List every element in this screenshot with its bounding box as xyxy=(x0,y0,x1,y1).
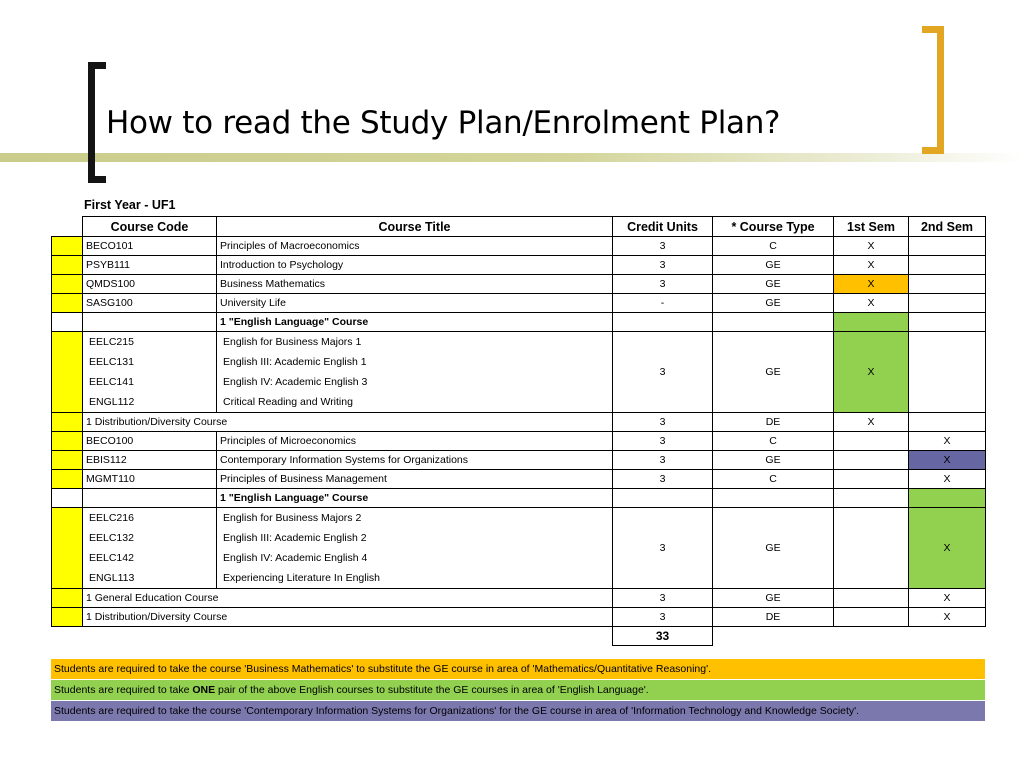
header-credit-units: Credit Units xyxy=(613,217,713,237)
sem1-mark xyxy=(834,451,909,470)
course-code xyxy=(83,489,217,508)
course-title: Experiencing Literature In English xyxy=(223,572,381,584)
course-title: Introduction to Psychology xyxy=(217,256,613,275)
course-title: English for Business Majors 2 xyxy=(223,512,362,524)
title-underline xyxy=(0,153,1024,162)
table-row xyxy=(52,470,986,489)
course-type: GE xyxy=(713,451,834,470)
sem2-mark xyxy=(909,489,986,508)
sem2-mark xyxy=(909,294,986,313)
sem2-mark xyxy=(909,313,986,332)
course-type xyxy=(713,313,834,332)
table-row xyxy=(52,294,986,313)
sem1-mark: X xyxy=(834,332,909,413)
course-code-group xyxy=(83,508,217,589)
english-note-text: Students are required to take xyxy=(54,684,193,696)
sem2-mark xyxy=(909,275,986,294)
table-row xyxy=(52,432,986,451)
table-row xyxy=(52,608,986,627)
course-type: C xyxy=(713,470,834,489)
course-code: 1 General Education Course xyxy=(83,589,613,608)
header-course-code: Course Code xyxy=(83,217,217,237)
course-title: Principles of Macroeconomics xyxy=(217,237,613,256)
course-title-group xyxy=(217,332,613,413)
course-group-heading: 1 "English Language" Course xyxy=(217,489,613,508)
english-note-emphasis: ONE xyxy=(192,684,216,696)
course-code: EELC142 xyxy=(89,552,134,564)
credit-units: 3 xyxy=(613,589,713,608)
sem2-mark: X xyxy=(909,432,986,451)
course-code: 1 Distribution/Diversity Course xyxy=(83,413,613,432)
course-title: English III: Academic English 1 xyxy=(223,356,367,368)
table-row xyxy=(52,237,986,256)
sem2-mark: X xyxy=(909,470,986,489)
course-type: GE xyxy=(713,589,834,608)
sem1-mark: X xyxy=(834,237,909,256)
row-marker xyxy=(52,294,83,313)
credit-units: 3 xyxy=(613,275,713,294)
course-title: English IV: Academic English 4 xyxy=(223,552,368,564)
course-code: EELC215 xyxy=(89,336,134,348)
table-row xyxy=(52,256,986,275)
course-type: C xyxy=(713,432,834,451)
total-credit-units: 33 xyxy=(613,627,713,646)
header-1st-sem: 1st Sem xyxy=(834,217,909,237)
sem1-mark xyxy=(834,508,909,589)
sem2-mark xyxy=(909,256,986,275)
course-type: GE xyxy=(713,332,834,413)
row-marker xyxy=(52,332,83,413)
course-type: GE xyxy=(713,256,834,275)
header-course-title: Course Title xyxy=(217,217,613,237)
course-group-heading: 1 "English Language" Course xyxy=(217,313,613,332)
sem2-mark: X xyxy=(909,508,986,589)
credit-units xyxy=(613,489,713,508)
sem1-mark xyxy=(834,470,909,489)
row-marker xyxy=(52,275,83,294)
marker-header xyxy=(52,217,83,237)
row-marker xyxy=(52,508,83,589)
course-code: PSYB111 xyxy=(83,256,217,275)
table-row xyxy=(52,451,986,470)
credit-units: 3 xyxy=(613,332,713,413)
course-code: MGMT110 xyxy=(83,470,217,489)
course-code: BECO100 xyxy=(83,432,217,451)
course-code: EELC132 xyxy=(89,532,134,544)
credit-units: 3 xyxy=(613,608,713,627)
course-code: BECO101 xyxy=(83,237,217,256)
sem2-mark xyxy=(909,413,986,432)
year-label: First Year - UF1 xyxy=(84,198,176,212)
credit-units: 3 xyxy=(613,237,713,256)
sem2-mark: X xyxy=(909,589,986,608)
sem1-mark xyxy=(834,313,909,332)
header-course-type: * Course Type xyxy=(713,217,834,237)
row-marker xyxy=(52,470,83,489)
english-note-text-end: pair of the above English courses to substitute the GE courses in area of 'English Language'. xyxy=(215,684,649,696)
sem1-mark xyxy=(834,489,909,508)
total-row xyxy=(52,627,986,646)
sem1-mark xyxy=(834,608,909,627)
row-marker xyxy=(52,608,83,627)
sem1-mark: X xyxy=(834,413,909,432)
table-row xyxy=(52,508,986,589)
row-marker xyxy=(52,413,83,432)
right-bracket-decoration xyxy=(922,26,944,154)
row-marker xyxy=(52,432,83,451)
table-header-row xyxy=(52,217,986,237)
course-title: Business Mathematics xyxy=(217,275,613,294)
credit-units: 3 xyxy=(613,413,713,432)
credit-units xyxy=(613,313,713,332)
course-title: English IV: Academic English 3 xyxy=(223,376,368,388)
sem2-mark xyxy=(909,237,986,256)
course-code xyxy=(83,313,217,332)
row-marker xyxy=(52,313,83,332)
sem2-mark: X xyxy=(909,451,986,470)
course-type xyxy=(713,489,834,508)
course-code: EELC141 xyxy=(89,376,134,388)
course-title: Principles of Business Management xyxy=(217,470,613,489)
study-plan-table xyxy=(51,216,986,646)
sem1-mark: X xyxy=(834,256,909,275)
course-type: DE xyxy=(713,413,834,432)
sem1-mark xyxy=(834,589,909,608)
course-code: QMDS100 xyxy=(83,275,217,294)
business-math-note: Students are required to take the course 'Business Mathematics' to substitute the GE course in area of 'Mathematics/Quantitative Reasoning'. xyxy=(51,659,985,679)
course-code: ENGL112 xyxy=(89,396,135,408)
course-code: SASG100 xyxy=(83,294,217,313)
course-title: Contemporary Information Systems for Organizations xyxy=(217,451,613,470)
credit-units: 3 xyxy=(613,451,713,470)
course-type: DE xyxy=(713,608,834,627)
row-marker xyxy=(52,237,83,256)
course-code: ENGL113 xyxy=(89,572,135,584)
credit-units: - xyxy=(613,294,713,313)
course-type: C xyxy=(713,237,834,256)
table-row xyxy=(52,313,986,332)
course-title: Principles of Microeconomics xyxy=(217,432,613,451)
table-row xyxy=(52,275,986,294)
credit-units: 3 xyxy=(613,470,713,489)
sem2-mark xyxy=(909,332,986,413)
table-row xyxy=(52,489,986,508)
course-code: EELC131 xyxy=(89,356,134,368)
slide-title: How to read the Study Plan/Enrolment Plan? xyxy=(106,105,781,141)
course-type: GE xyxy=(713,275,834,294)
course-title: University Life xyxy=(217,294,613,313)
header-2nd-sem: 2nd Sem xyxy=(909,217,986,237)
credit-units: 3 xyxy=(613,256,713,275)
credit-units: 3 xyxy=(613,432,713,451)
sem2-mark: X xyxy=(909,608,986,627)
course-type: GE xyxy=(713,508,834,589)
sem1-mark xyxy=(834,432,909,451)
row-marker xyxy=(52,489,83,508)
sem1-mark: X xyxy=(834,275,909,294)
course-title: Critical Reading and Writing xyxy=(223,396,353,408)
left-bracket-decoration xyxy=(88,62,106,183)
course-code-group xyxy=(83,332,217,413)
table-row xyxy=(52,589,986,608)
course-title-group xyxy=(217,508,613,589)
sem1-mark: X xyxy=(834,294,909,313)
table-row xyxy=(52,332,986,413)
english-language-note xyxy=(51,680,985,700)
course-code: EBIS112 xyxy=(83,451,217,470)
table-row xyxy=(52,413,986,432)
credit-units: 3 xyxy=(613,508,713,589)
course-code: EELC216 xyxy=(89,512,134,524)
course-type: GE xyxy=(713,294,834,313)
course-title: English for Business Majors 1 xyxy=(223,336,362,348)
info-systems-note: Students are required to take the course 'Contemporary Information Systems for Organizations' for the GE course in area of 'Information Technology and Knowledge Society'. xyxy=(51,701,985,721)
course-code: 1 Distribution/Diversity Course xyxy=(83,608,613,627)
course-title: English III: Academic English 2 xyxy=(223,532,367,544)
row-marker xyxy=(52,589,83,608)
row-marker xyxy=(52,256,83,275)
row-marker xyxy=(52,451,83,470)
